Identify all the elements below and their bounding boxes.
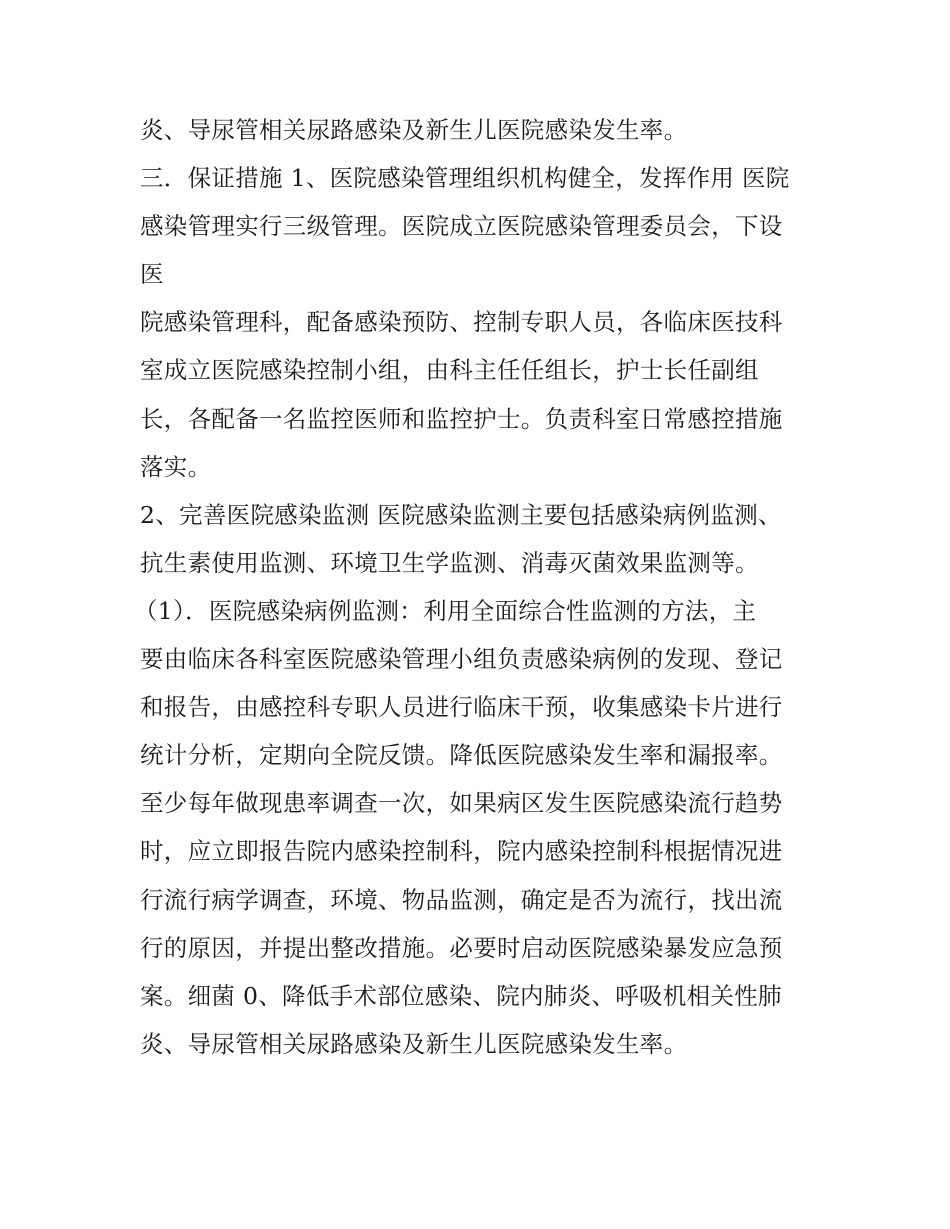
text-line: 炎、导尿管相关尿路感染及新生儿医院感染发生率。 bbox=[140, 1029, 688, 1058]
text-line: 统计分析，定期向全院反馈。降低医院感染发生率和漏报率。 bbox=[140, 741, 783, 770]
text-line: 时，应立即报告院内感染控制科，院内感染控制科根据情况进 bbox=[140, 837, 783, 866]
text-line: （1）．医院感染病例监测：利用全面综合性监测的方法，主 bbox=[134, 596, 757, 625]
text-line: 长，各配备一名监控医师和监控护士。负责科室日常感控措施 bbox=[140, 404, 783, 433]
body-text bbox=[134, 106, 820, 1068]
text-line: 至少每年做现患率调查一次，如果病区发生医院感染流行趋势 bbox=[140, 789, 783, 818]
text-line: 三．保证措施 1、医院感染管理组织机构健全，发挥作用 医院 bbox=[140, 164, 790, 193]
text-line: 室成立医院感染控制小组，由科主任任组长，护士长任副组 bbox=[140, 356, 759, 385]
text-line: 感染管理实行三级管理。医院成立医院感染管理委员会，下设 bbox=[140, 212, 783, 241]
text-line: 行的原因，并提出整改措施。必要时启动医院感染暴发应急预 bbox=[140, 933, 783, 962]
text-line: 2、完善医院感染监测 医院感染监测主要包括感染病例监测、 bbox=[140, 500, 782, 529]
text-line: 和报告，由感控科专职人员进行临床干预，收集感染卡片进行 bbox=[140, 693, 783, 722]
text-line: 抗生素使用监测、环境卫生学监测、消毒灭菌效果监测等。 bbox=[140, 548, 759, 577]
text-line: 案。细菌 0、降低手术部位感染、院内肺炎、呼吸机相关性肺 bbox=[140, 981, 782, 1010]
text-line: 落实。 bbox=[140, 452, 212, 481]
text-line: 院感染管理科，配备感染预防、控制专职人员，各临床医技科 bbox=[140, 308, 783, 337]
text-line: 医 bbox=[140, 260, 164, 289]
text-line: 行流行病学调查，环境、物品监测，确定是否为流行，找出流 bbox=[140, 885, 783, 914]
text-line: 炎、导尿管相关尿路感染及新生儿医院感染发生率。 bbox=[140, 116, 688, 144]
text-line: 要由临床各科室医院感染管理小组负责感染病例的发现、登记 bbox=[140, 645, 783, 674]
